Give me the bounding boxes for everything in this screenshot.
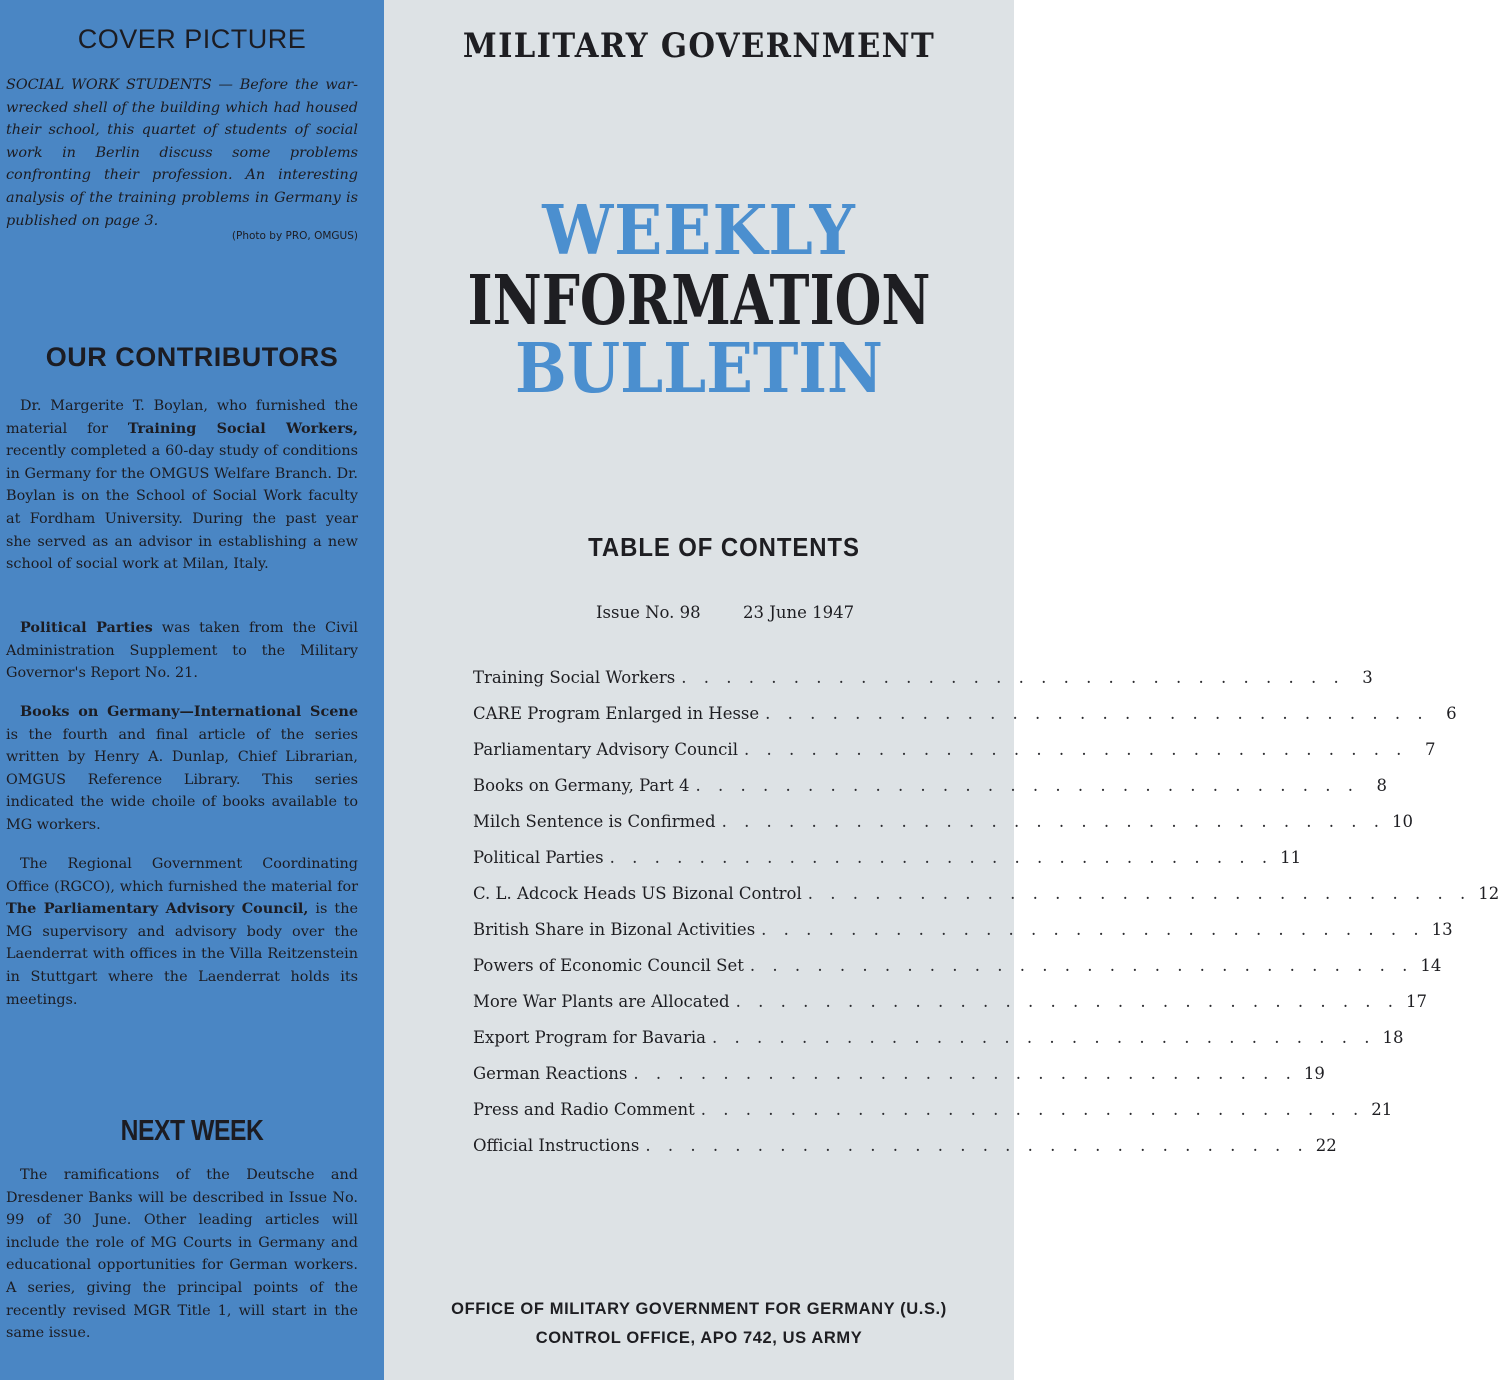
- toc-leader-dots: . . . . . . . . . . . . . . . . . . . . . . . . . . . . . .: [609, 848, 1274, 867]
- toc-leader-dots: . . . . . . . . . . . . . . . . . . . . . . . . . . . . . .: [645, 1136, 1309, 1155]
- toc-item-page: 21: [1371, 1100, 1393, 1119]
- toc-item-title: CARE Program Enlarged in Hesse: [473, 704, 760, 723]
- toc-item: [473, 668, 1373, 694]
- toc-item-title: Export Program for Bavaria: [473, 1028, 707, 1047]
- contributor-3-text: is the fourth and final article of the series written by Henry A. Dunlap, Chief Librarian, OMGUS Reference Library. This series indicated the wide choile of books available to MG workers.: [6, 726, 358, 833]
- toc-item-page: 22: [1315, 1136, 1337, 1155]
- contributor-paragraph-1: [6, 395, 358, 576]
- footer-office: OFFICE OF MILITARY GOVERNMENT FOR GERMANY (U.S.): [451, 1300, 947, 1318]
- toc-item: [473, 920, 1453, 946]
- cover-picture-heading: COVER PICTURE: [77, 24, 307, 54]
- toc-item-page: 17: [1406, 992, 1428, 1011]
- toc-item-title: Milch Sentence is Confirmed: [473, 812, 716, 831]
- contributor-1-article: Training Social Workers,: [127, 419, 358, 437]
- toc-heading: TABLE OF CONTENTS: [588, 532, 860, 562]
- toc-item: [473, 956, 1442, 982]
- toc-item-title: Books on Germany, Part 4: [473, 776, 690, 795]
- toc-item-title: More War Plants are Allocated: [473, 992, 730, 1011]
- toc-item-page: 18: [1382, 1028, 1404, 1047]
- toc-item-title: Press and Radio Comment: [473, 1100, 695, 1119]
- contributor-4-article: The Parliamentary Advisory Council,: [6, 900, 309, 918]
- toc-item-page: 12: [1478, 884, 1499, 903]
- toc-item: [473, 1064, 1325, 1090]
- footer-address: CONTROL OFFICE, APO 742, US ARMY: [535, 1329, 863, 1347]
- masthead-information: INFORMATION: [467, 261, 931, 341]
- toc-item: [473, 1100, 1393, 1126]
- contributor-2-article: Political Parties: [20, 619, 153, 636]
- toc-item-title: Powers of Economic Council Set: [473, 956, 744, 975]
- toc-item: [473, 812, 1414, 838]
- toc-item: [473, 848, 1302, 874]
- toc-leader-dots: . . . . . . . . . . . . . . . . . . . . . . . . . . . . . .: [721, 812, 1386, 831]
- toc-item: [473, 992, 1428, 1018]
- toc-item-page: 10: [1392, 812, 1414, 831]
- toc-item: [473, 1028, 1404, 1054]
- toc-leader-dots: . . . . . . . . . . . . . . . . . . . . . . . . . . . . . .: [695, 776, 1359, 795]
- toc-item-page: 13: [1431, 920, 1453, 939]
- toc-leader-dots: . . . . . . . . . . . . . . . . . . . . . . . . . . . . . .: [700, 1100, 1365, 1119]
- masthead-bulletin: BULLETIN: [515, 329, 883, 409]
- sidebar: [0, 0, 384, 1380]
- cover-caption-text: Before the war-wrecked shell of the building which had housed their school, this quartet of students of social work in Berlin discuss some problems confronting their profession. An interesting analysis of the training problems in Germany is published on page 3.: [6, 77, 358, 229]
- photo-credit: (Photo by PRO, OMGUS): [231, 230, 358, 242]
- next-week-text: The ramifications of the Deutsche and Dresdener Banks will be described in Issue No. 99 of 30 June. Other leading articles will include the role of MG Courts in Germany and educational opportunities for German workers. A series, giving the principal points of the recently revised MGR Title 1, will start in the same issue.: [6, 1167, 358, 1342]
- toc-item-page: 8: [1376, 776, 1387, 795]
- toc-item: [473, 704, 1457, 730]
- next-week-heading: NEXT WEEK: [120, 1115, 264, 1147]
- toc-leader-dots: . . . . . . . . . . . . . . . . . . . . . . . . . . . . . .: [712, 1028, 1376, 1047]
- toc-item-page: 6: [1446, 704, 1457, 723]
- contributor-1-text: Dr. Margerite T. Boylan, who furnished the material for: [6, 398, 358, 437]
- toc-item: [473, 1136, 1337, 1162]
- toc-item: [473, 740, 1436, 766]
- toc-item-page: 3: [1362, 668, 1373, 687]
- cover-picture-caption: [6, 74, 358, 232]
- toc-item-page: 14: [1420, 956, 1442, 975]
- contributor-1-text-end: recently completed a 60-day study of conditions in Germany for the OMGUS Welfare Branch. Dr. Boylan is on the School of Social Work faculty at Fordham University. During the past year she served as an advisor in establishing a new school of social work at Milan, Italy.: [6, 443, 358, 573]
- toc-item-title: Parliamentary Advisory Council: [473, 740, 738, 759]
- toc-item-page: 7: [1424, 740, 1436, 759]
- toc-item-title: Training Social Workers: [473, 668, 676, 687]
- toc-item-title: Political Parties: [473, 848, 604, 867]
- toc-item-title: German Reactions: [473, 1064, 628, 1083]
- contributor-2-text: was taken from the Civil Administration Supplement to the Military Governor's Report No. 21.: [6, 620, 358, 682]
- contributor-paragraph-3: [6, 701, 358, 837]
- masthead-weekly: WEEKLY: [542, 191, 856, 271]
- toc-item-title: Official Instructions: [473, 1136, 640, 1155]
- masthead-military-government: MILITARY GOVERNMENT: [462, 26, 936, 66]
- toc-leader-dots: . . . . . . . . . . . . . . . . . . . . . . . . . . . . . .: [749, 956, 1414, 975]
- toc-leader-dots: . . . . . . . . . . . . . . . . . . . . . . . . . . . . . .: [633, 1064, 1297, 1083]
- toc-leader-dots: . . . . . . . . . . . . . . . . . . . . . . . . . . . . . .: [761, 920, 1425, 939]
- toc-item: [473, 776, 1387, 802]
- contributor-paragraph-2: [6, 617, 358, 685]
- issue-date: 23 June 1947: [743, 603, 855, 622]
- contributor-3-article: Books on Germany—International Scene: [20, 703, 358, 720]
- toc-item-title: C. L. Adcock Heads US Bizonal Control: [473, 884, 802, 903]
- toc-leader-dots: . . . . . . . . . . . . . . . . . . . . . . . . . . . . . .: [807, 884, 1472, 903]
- cover-caption-lead: SOCIAL WORK STUDENTS —: [6, 77, 233, 93]
- contributor-paragraph-4: [6, 853, 358, 1011]
- contributor-4-text-end: is the MG supervisory and advisory body over the Laenderrat with offices in the Villa Reitzenstein in Stuttgart where the Laenderrat holds its meetings.: [6, 901, 358, 1008]
- toc-leader-dots: . . . . . . . . . . . . . . . . . . . . . . . . . . . . . .: [743, 740, 1408, 759]
- toc-leader-dots: . . . . . . . . . . . . . . . . . . . . . . . . . . . . . .: [735, 992, 1400, 1011]
- toc-item-page: 19: [1303, 1064, 1325, 1083]
- toc-item-page: 11: [1280, 848, 1302, 867]
- toc-leader-dots: . . . . . . . . . . . . . . . . . . . . . . . . . . . . . .: [765, 704, 1429, 723]
- toc-leader-dots: . . . . . . . . . . . . . . . . . . . . . . . . . . . . . .: [681, 668, 1345, 687]
- contributor-4-text: The Regional Government Coordinating Office (RGCO), which furnished the material for: [6, 856, 358, 895]
- toc-item-title: British Share in Bizonal Activities: [473, 920, 756, 939]
- contributors-heading: OUR CONTRIBUTORS: [45, 342, 339, 372]
- issue-number: Issue No. 98: [596, 603, 701, 622]
- toc-item: [473, 884, 1499, 910]
